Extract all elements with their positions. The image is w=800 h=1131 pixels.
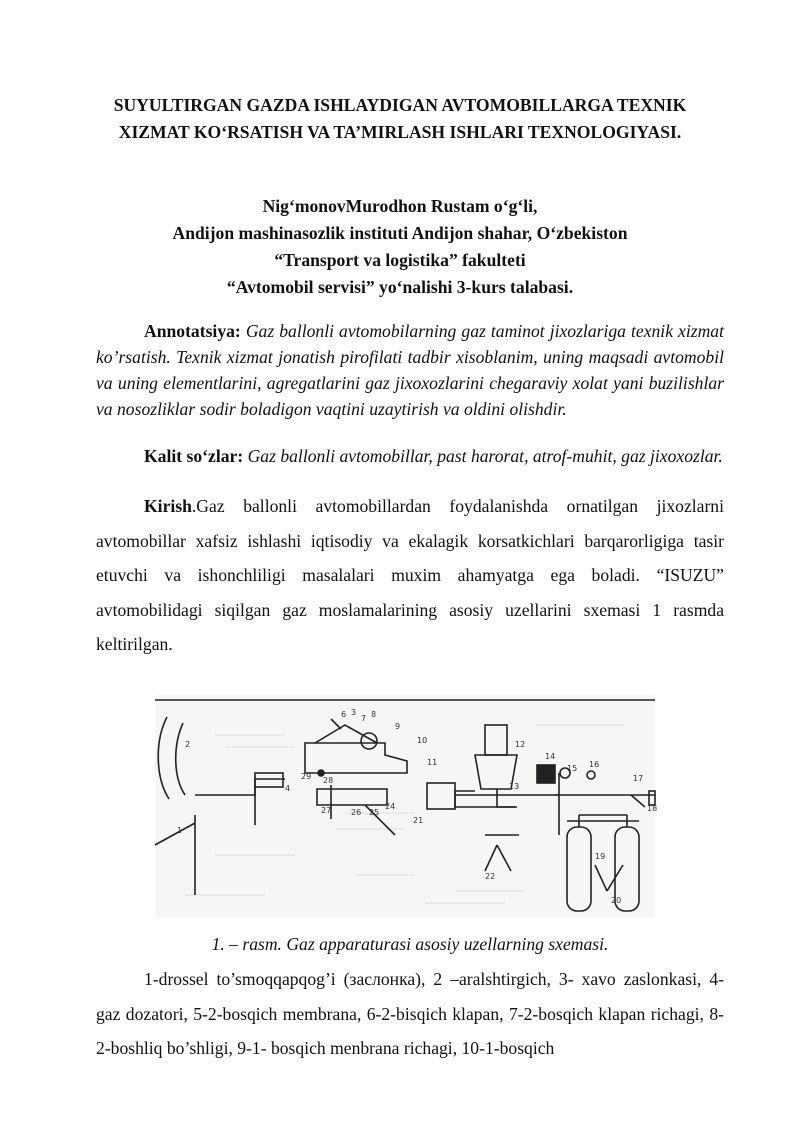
keywords-paragraph	[96, 443, 724, 469]
part-number-8: 8	[371, 710, 377, 719]
part-number-1: 1	[177, 826, 183, 835]
part-number-27: 27	[321, 806, 332, 815]
part-number-24: 24	[385, 802, 396, 811]
part-number-14: 14	[545, 752, 556, 761]
intro-paragraph	[96, 489, 724, 662]
intro-label: Kirish	[144, 496, 192, 516]
part-number-13: 13	[509, 782, 520, 791]
part-number-6: 6	[341, 710, 347, 719]
author-faculty: “Transport va logistika” fakulteti	[274, 250, 526, 270]
keywords-text: Gaz ballonli avtomobillar, past harorat, atrof-muhit, gaz jixoxozlar.	[247, 446, 723, 466]
part-number-20: 20	[611, 896, 622, 905]
part-number-17: 17	[633, 774, 644, 783]
paper-title	[80, 92, 720, 146]
part-number-4: 4	[285, 784, 291, 793]
part-number-16: 16	[589, 760, 600, 769]
title-line-2: XIZMAT KO‘RSATISH VA TA’MIRLASH ISHLARI TEXNOLOGIYASI.	[118, 122, 682, 142]
diagram-svg	[155, 695, 658, 917]
author-program: “Avtomobil servisi” yo‘nalishi 3-kurs talabasi.	[226, 277, 574, 297]
part-number-2: 2	[185, 740, 191, 749]
author-institution: Andijon mashinasozlik instituti Andijon shahar, O‘zbekiston	[172, 223, 628, 243]
part-number-21: 21	[413, 816, 424, 825]
part-number-19: 19	[595, 852, 606, 861]
part-number-28: 28	[323, 776, 334, 785]
part-number-11: 11	[427, 758, 438, 767]
figure-caption: 1. – rasm. Gaz apparaturasi asosiy uzellarning sxemasi.	[211, 934, 609, 954]
title-line-1: SUYULTIRGAN GAZDA ISHLAYDIGAN AVTOMOBILLARGA TEXNIK	[113, 95, 687, 115]
part-number-9: 9	[395, 722, 401, 731]
intro-text: .Gaz ballonli avtomobillardan foydalanishda ornatilgan jixozlarni avtomobillar xafsiz ishlashi iqtisodiy va ekalagik korsatkichlari barqarorligiga tasir etuvchi va ishonchliligi masalalari muxim ahamyatga ega boladi. “ISUZU” avtomobilidagi siqilgan gaz moslamalarining asosiy uzellarini sxemasi 1 rasmda keltirilgan.	[96, 496, 724, 654]
keywords-label: Kalit so‘zlar:	[144, 446, 244, 466]
annotation-text: Gaz ballonli avtomobilarning gaz taminot jixozlariga texnik xizmat ko’rsatish. Texnik xizmat jonatish pirofilati tadbir xisoblanim, uning maqsadi avtomobil va uning elementlarini, agregatlarini gaz jixoxozlarini chegaraviy xolat yani buzilishlar va nosozliklar sodir boladigon vaqtini uzaytirish va oldini olishdir.	[96, 321, 724, 419]
annotation-label: Annotatsiya:	[144, 321, 241, 341]
author-block	[80, 193, 720, 301]
part-number-29: 29	[301, 772, 312, 781]
part-number-10: 10	[417, 736, 428, 745]
part-number-22: 22	[485, 872, 496, 881]
part-number-25: 25	[369, 808, 380, 817]
part-number-18: 18	[647, 804, 658, 813]
part-number-12: 12	[515, 740, 526, 749]
annotation-paragraph	[96, 318, 724, 422]
author-name: Nig‘monovMurodhon Rustam o‘g‘li,	[262, 196, 538, 216]
part-number-26: 26	[351, 808, 362, 817]
part-number-7: 7	[361, 714, 367, 723]
part-number-15: 15	[567, 764, 578, 773]
gas-apparatus-diagram	[155, 695, 658, 917]
legend-paragraph: 1-drossel to’smoqqapqog’i (заслонка), 2 –aralshtirgich, 3- xavo zaslonkasi, 4- gaz dozatori, 5-2-bosqich membrana, 6-2-bisqich klapan, 7-2-bosqich klapan richagi, 8-2-boshliq bo’shligi, 9-1- bosqich menbrana richagi, 10-1-bosqich	[96, 969, 724, 1058]
photo-background	[155, 695, 658, 917]
part-number-3: 3	[351, 708, 357, 717]
filter-box	[537, 765, 555, 783]
